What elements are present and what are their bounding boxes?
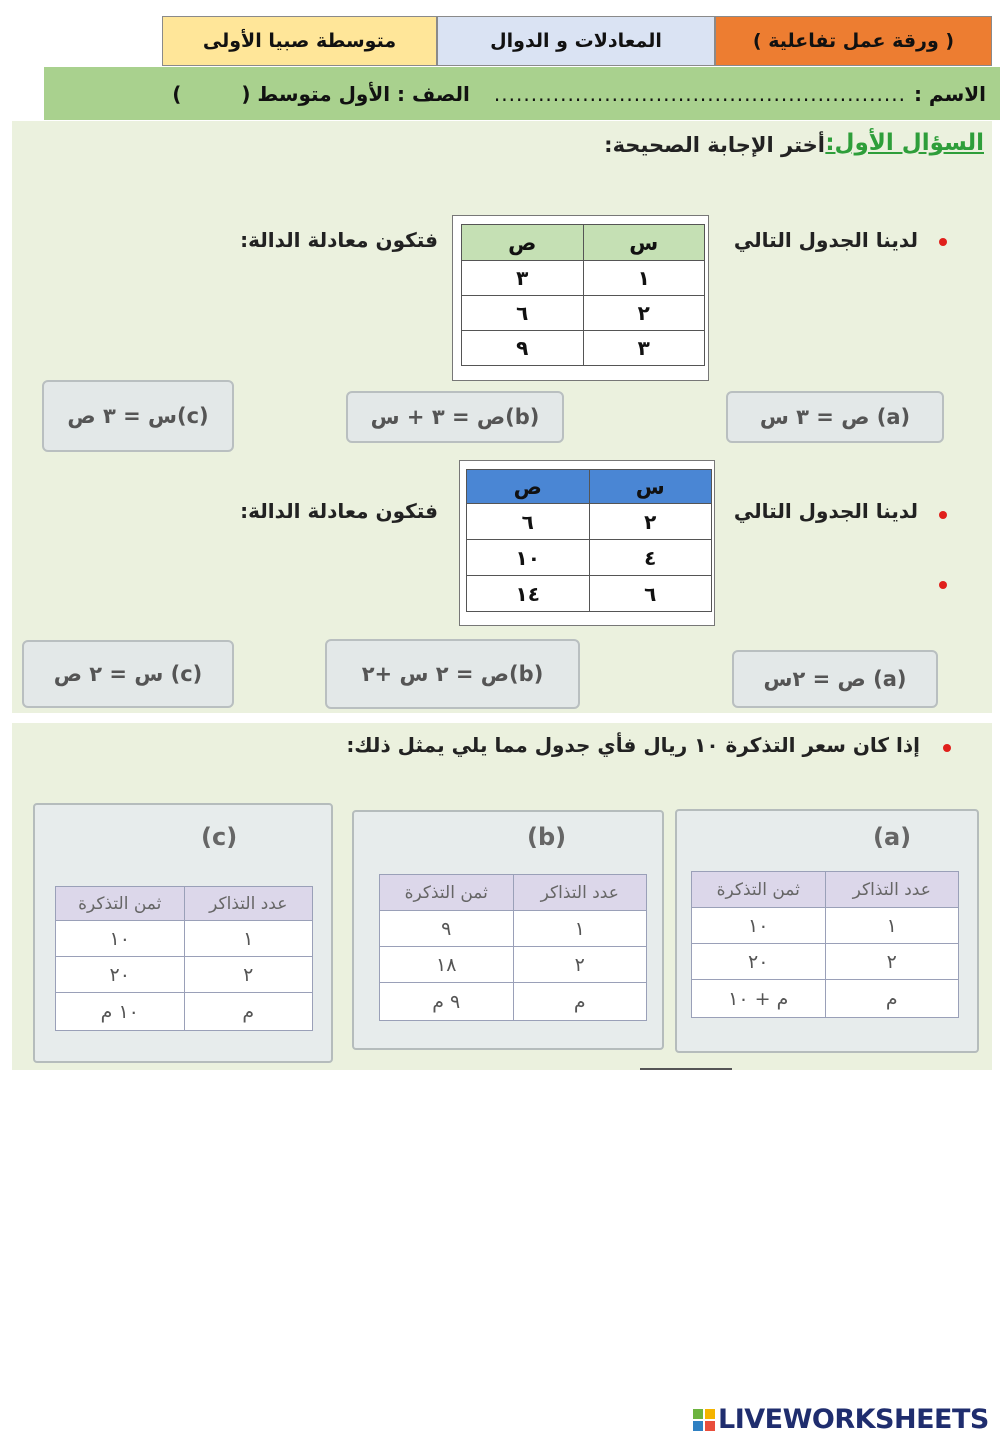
card-c-header: عدد التذاكر bbox=[184, 887, 313, 921]
question-one-title: السؤال الأول: bbox=[825, 130, 984, 156]
liveworksheets-logo bbox=[692, 1404, 989, 1435]
bullet-icon bbox=[939, 511, 947, 519]
part1-cell: ٩ bbox=[462, 331, 584, 366]
card-b-cell: ٢ bbox=[513, 947, 647, 983]
part1-table bbox=[461, 224, 705, 366]
bullet-icon bbox=[939, 581, 947, 589]
bullet-icon bbox=[943, 744, 951, 752]
school-box bbox=[162, 16, 437, 66]
part1-option-a[interactable]: (a) ص = ٣ س bbox=[726, 391, 944, 443]
part2-option-b[interactable]: (b)ص = ٢ س +٢ bbox=[325, 639, 580, 709]
card-b-label: (b) bbox=[527, 823, 567, 851]
part1-cell: ٢ bbox=[583, 296, 705, 331]
divider-line bbox=[640, 1068, 732, 1070]
card-a-cell: م bbox=[825, 980, 959, 1018]
class-close-paren: ) bbox=[172, 81, 182, 106]
logo-grid-icon bbox=[692, 1408, 716, 1432]
part2-cell: ٢ bbox=[589, 504, 712, 540]
part2-cell: ١٠ bbox=[467, 540, 590, 576]
part1-header-x: س bbox=[583, 225, 705, 261]
card-c-cell: ٢٠ bbox=[56, 957, 185, 993]
card-b-header: عدد التذاكر bbox=[513, 875, 647, 911]
part2-cell: ٦ bbox=[589, 576, 712, 612]
part2-cell: ٤ bbox=[589, 540, 712, 576]
card-b-header: ثمن التذكرة bbox=[380, 875, 514, 911]
part2-option-c[interactable]: (c) س = ٢ ص bbox=[22, 640, 234, 708]
name-field[interactable]: ........................................................ bbox=[493, 81, 906, 106]
card-c-cell: م bbox=[184, 993, 313, 1031]
part2-cell: ٦ bbox=[467, 504, 590, 540]
topic-label: المعادلات و الدوال bbox=[490, 30, 662, 52]
part1-cell: ٦ bbox=[462, 296, 584, 331]
part2-cell: ١٤ bbox=[467, 576, 590, 612]
part2-table bbox=[466, 469, 712, 612]
question-two-text: إذا كان سعر التذكرة ١٠ ريال فأي جدول مما يلي يمثل ذلك: bbox=[346, 733, 920, 757]
part1-option-c[interactable]: (c)س = ٣ ص bbox=[42, 380, 234, 452]
part1-tail: فتكون معادلة الدالة: bbox=[240, 228, 438, 252]
card-b-cell: ٩ م bbox=[380, 983, 514, 1021]
card-b-cell: ٩ bbox=[380, 911, 514, 947]
part1-header-y: ص bbox=[462, 225, 584, 261]
part2-option-a[interactable]: (a) ص = ٢س bbox=[732, 650, 938, 708]
worksheet-type-label: ( ورقة عمل تفاعلية ) bbox=[752, 30, 955, 52]
part2-tail: فتكون معادلة الدالة: bbox=[240, 499, 438, 523]
card-b-cell: ١٨ bbox=[380, 947, 514, 983]
logo-text: LIVEWORKSHEETS bbox=[718, 1404, 989, 1435]
bullet-icon bbox=[939, 238, 947, 246]
student-info-bar bbox=[44, 67, 1000, 120]
card-a-cell: ٢٠ bbox=[692, 944, 826, 980]
part2-header-y: ص bbox=[467, 470, 590, 504]
card-a-cell: ١ bbox=[825, 908, 959, 944]
card-c-header: ثمن التذكرة bbox=[56, 887, 185, 921]
card-a-cell: ١٠ bbox=[692, 908, 826, 944]
part1-lead: لدينا الجدول التالي bbox=[733, 228, 918, 252]
part2-header-x: س bbox=[589, 470, 712, 504]
part1-cell: ١ bbox=[583, 261, 705, 296]
part2-lead: لدينا الجدول التالي bbox=[733, 499, 918, 523]
class-label: الصف : الأول متوسط ( bbox=[241, 81, 470, 106]
card-a-table bbox=[691, 871, 959, 1018]
question-one-instruction: أختر الإجابة الصحيحة: bbox=[604, 133, 825, 157]
card-c-cell: ١٠ bbox=[56, 921, 185, 957]
card-a-label: (a) bbox=[873, 823, 912, 851]
card-b-cell: م bbox=[513, 983, 647, 1021]
card-a-cell: ٢ bbox=[825, 944, 959, 980]
part1-cell: ٣ bbox=[462, 261, 584, 296]
card-c-cell: ٢ bbox=[184, 957, 313, 993]
card-c-cell: ١ bbox=[184, 921, 313, 957]
part1-cell: ٣ bbox=[583, 331, 705, 366]
part1-option-b[interactable]: (b)ص = ٣ + س bbox=[346, 391, 564, 443]
card-a-cell: م + ١٠ bbox=[692, 980, 826, 1018]
school-label: متوسطة صبيا الأولى bbox=[202, 30, 397, 52]
name-label: الاسم : bbox=[913, 81, 986, 106]
card-c-cell: ١٠ م bbox=[56, 993, 185, 1031]
card-c-table bbox=[55, 886, 313, 1031]
worksheet-type-box bbox=[715, 16, 992, 66]
card-a-header: ثمن التذكرة bbox=[692, 872, 826, 908]
card-c-label: (c) bbox=[201, 823, 238, 851]
card-a-header: عدد التذاكر bbox=[825, 872, 959, 908]
card-b-cell: ١ bbox=[513, 911, 647, 947]
card-b-table bbox=[379, 874, 647, 1021]
topic-box bbox=[437, 16, 715, 66]
